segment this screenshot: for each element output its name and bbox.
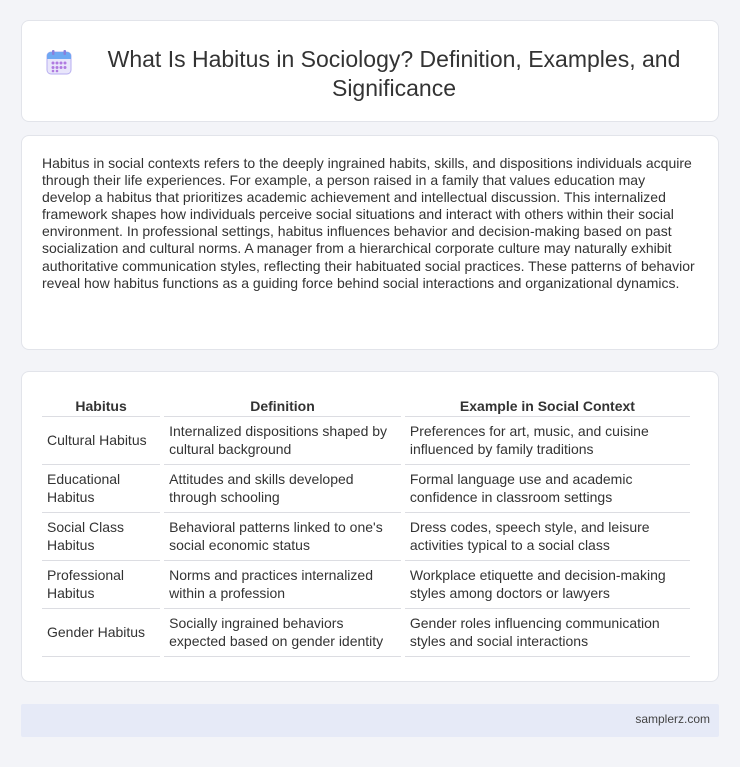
table-row [42,417,690,465]
table-cell-example: Preferences for art, music, and cuisine influenced by family traditions [405,417,690,465]
table-cell-habitus: Social Class Habitus [42,513,160,561]
table-cell-definition: Internalized dispositions shaped by cultural background [164,417,401,465]
table-card [21,371,719,682]
intro-paragraph: Habitus in social contexts refers to the deeply ingrained habits, skills, and dispositions individuals acquire through their life experiences. For example, a person raised in a family that values education may develop a habitus that prioritizes academic achievement and intellectual discussion. This internalized framework shapes how individuals perceive social situations and interact with others within their social environment. In professional settings, habitus influences behavior and decision-making based on past socialization and cultural norms. A manager from a hierarchical corporate culture may naturally exhibit authoritative communication styles, reflecting their habituated social practices. These patterns of behavior reveal how habitus functions as a guiding force behind social interactions and organizational dynamics. [42,155,695,291]
table-cell-habitus: Professional Habitus [42,561,160,609]
table-cell-habitus: Educational Habitus [42,465,160,513]
table-row [42,513,690,561]
table-row [42,561,690,609]
table-cell-example: Dress codes, speech style, and leisure activities typical to a social class [405,513,690,561]
habitus-table [38,393,694,657]
table-header-row [42,393,690,417]
table-cell-definition: Norms and practices internalized within a profession [164,561,401,609]
table-cell-example: Gender roles influencing communication styles and social interactions [405,609,690,657]
intro-card [21,135,719,350]
calendar-icon [46,49,72,75]
table-cell-habitus: Gender Habitus [42,609,160,657]
table-cell-example: Formal language use and academic confidence in classroom settings [405,465,690,513]
table-row [42,465,690,513]
table-cell-example: Workplace etiquette and decision-making styles among doctors or lawyers [405,561,690,609]
table-cell-habitus: Cultural Habitus [42,417,160,465]
footer-bar [21,704,719,737]
column-header-example: Example in Social Context [405,393,690,417]
table-cell-definition: Behavioral patterns linked to one's social economic status [164,513,401,561]
table-row [42,609,690,657]
header-card [21,20,719,122]
column-header-definition: Definition [164,393,401,417]
table-cell-definition: Attitudes and skills developed through schooling [164,465,401,513]
column-header-habitus: Habitus [42,393,160,417]
page-title: What Is Habitus in Sociology? Definition, Examples, and Significance [107,46,681,101]
table-cell-definition: Socially ingrained behaviors expected based on gender identity [164,609,401,657]
footer-site-link[interactable]: samplerz.com [635,712,710,726]
